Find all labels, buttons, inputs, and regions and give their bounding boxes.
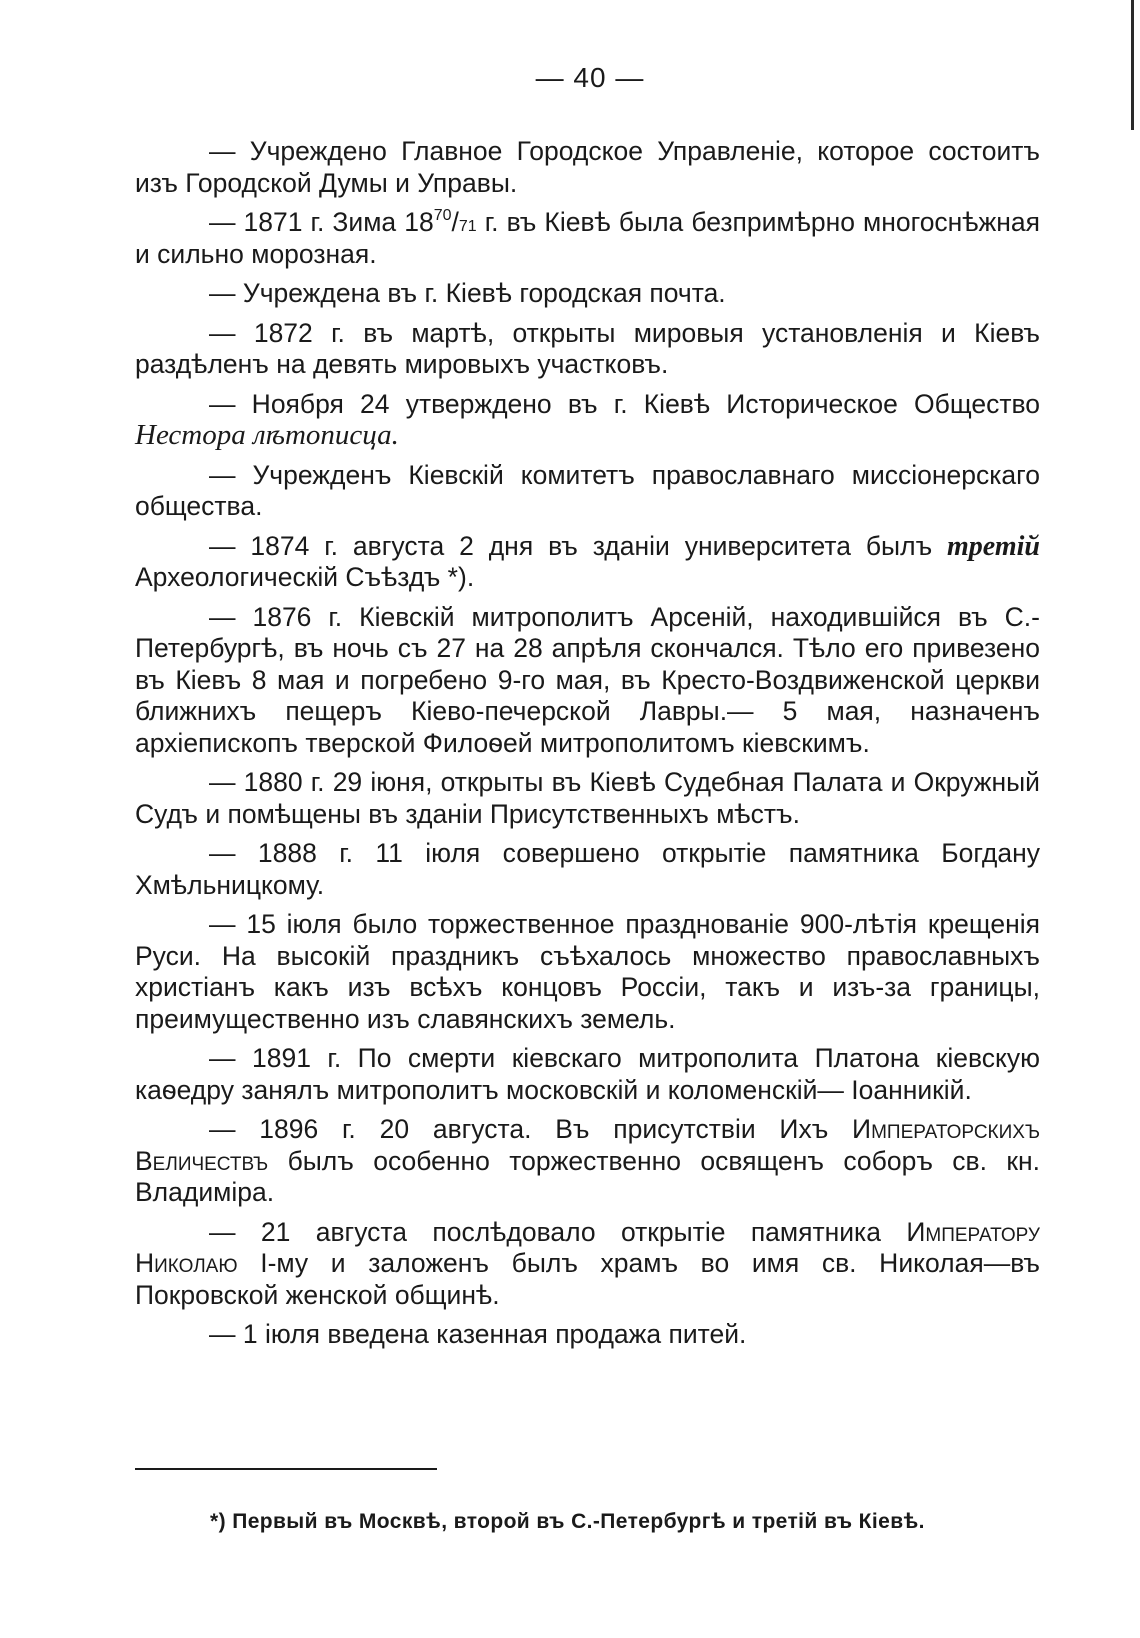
paragraph [135, 1043, 1040, 1106]
fraction-separator: / [451, 207, 459, 237]
paragraph [135, 838, 1040, 901]
paragraph-text: — Ноября 24 утверждено въ г. Кіевѣ Историческое Общество [209, 388, 1040, 419]
italic-text: Нестора лѣтописца. [135, 419, 399, 451]
fraction-denominator: 71 [458, 218, 477, 235]
paragraph [135, 318, 1040, 381]
paragraph-text: — 1871 г. Зима 18 [209, 207, 434, 237]
paragraph [135, 1217, 1040, 1312]
paragraph [135, 278, 1040, 310]
paragraph [135, 909, 1040, 1035]
page-number: — 40 — [535, 62, 645, 93]
paragraph [135, 1319, 1040, 1351]
italic-text: третій [947, 530, 1040, 562]
footnote: *) Первый въ Москвѣ, второй въ С.-Петербургѣ и третій въ Кіевѣ. [210, 1510, 925, 1533]
paragraph [135, 602, 1040, 760]
paragraph [135, 389, 1040, 452]
paragraph-text: г. въ Кіевѣ была безпримѣрно многоснѣжная и сильно морозная. [135, 207, 1041, 269]
paragraph-text: — 1872 г. въ мартѣ, открыты мировыя установленія и Кіевъ раздѣленъ на девять мировыхъ участковъ. [135, 317, 1040, 379]
small-caps-text: Императорскихъ Величествъ [135, 1114, 1040, 1176]
paragraph-text: — 1896 г. 20 августа. Въ присутствіи Ихъ [209, 1114, 853, 1144]
paragraph-text: — 1 іюля введена казенная продажа питей. [209, 1319, 747, 1349]
paragraph [135, 207, 1040, 270]
paragraph [135, 531, 1040, 594]
paragraph-text: — Учреждено Главное Городское Управленіе, которое состоитъ изъ Городской Думы и Управы. [135, 136, 1040, 198]
paragraph [135, 460, 1040, 523]
paragraph [135, 136, 1040, 199]
paragraph-text: — Учрежденъ Кіевскій комитетъ православнаго миссіонерскаго общества. [135, 459, 1040, 521]
footnote-divider [135, 1468, 437, 1470]
paragraph-text: — 1891 г. По смерти кіевскаго митрополита Платона кіевскую каѳедру занялъ митрополитъ московскій и коломенскій— Іоанникій. [135, 1043, 1040, 1105]
paragraph-text: — 1880 г. 29 іюня, открыты въ Кіевѣ Судебная Палата и Окружный Судъ и помѣщены въ зданіи Присутственныхъ мѣстъ. [135, 767, 1040, 829]
body-text [135, 136, 1040, 1359]
small-caps-text: Императору Николаю [135, 1216, 1040, 1278]
paragraph [135, 767, 1040, 830]
paragraph-text: — 1874 г. августа 2 дня въ зданіи университета былъ [209, 530, 948, 561]
fraction-numerator: 70 [433, 207, 452, 224]
paragraph-text: — 15 іюля было торжественное празднованіе 900-лѣтія крещенія Руси. На высокій праздникъ съѣхалось множество православныхъ христіанъ какъ изъ всѣхъ концовъ Россіи, такъ и изъ-за границы, преимущественно изъ славянскихъ земель. [135, 909, 1040, 1034]
paragraph-text: Археологическій Съѣздъ *). [135, 562, 475, 592]
paragraph [135, 1114, 1040, 1209]
paragraph-text: — 21 августа послѣдовало открытіе памятника [209, 1216, 907, 1247]
paragraph-text: І-му и заложенъ былъ храмъ во имя св. Николая—въ Покровской женской общинѣ. [135, 1248, 1040, 1310]
paragraph-text: — Учреждена въ г. Кіевѣ городская почта. [209, 278, 726, 308]
paragraph-text: — 1876 г. Кіевскій митрополитъ Арсеній, находившійся въ С.-Петербургѣ, въ ночь съ 27 на 28 апрѣля скончался. Тѣло его привезено въ Кіевъ 8 мая и погребено 9-го мая, въ Кресто-Воздвиженской церкви ближнихъ пещеръ Кіево-печерской Лавры.— 5 мая, назначенъ архіепископъ тверской Филоѳей митрополитомъ кіевскимъ. [135, 601, 1040, 758]
paragraph-text: былъ особенно торжественно освященъ соборъ св. кн. Владиміра. [135, 1145, 1040, 1207]
paragraph-text: — 1888 г. 11 іюля совершено открытіе памятника Богдану Хмѣльницкому. [135, 838, 1040, 900]
